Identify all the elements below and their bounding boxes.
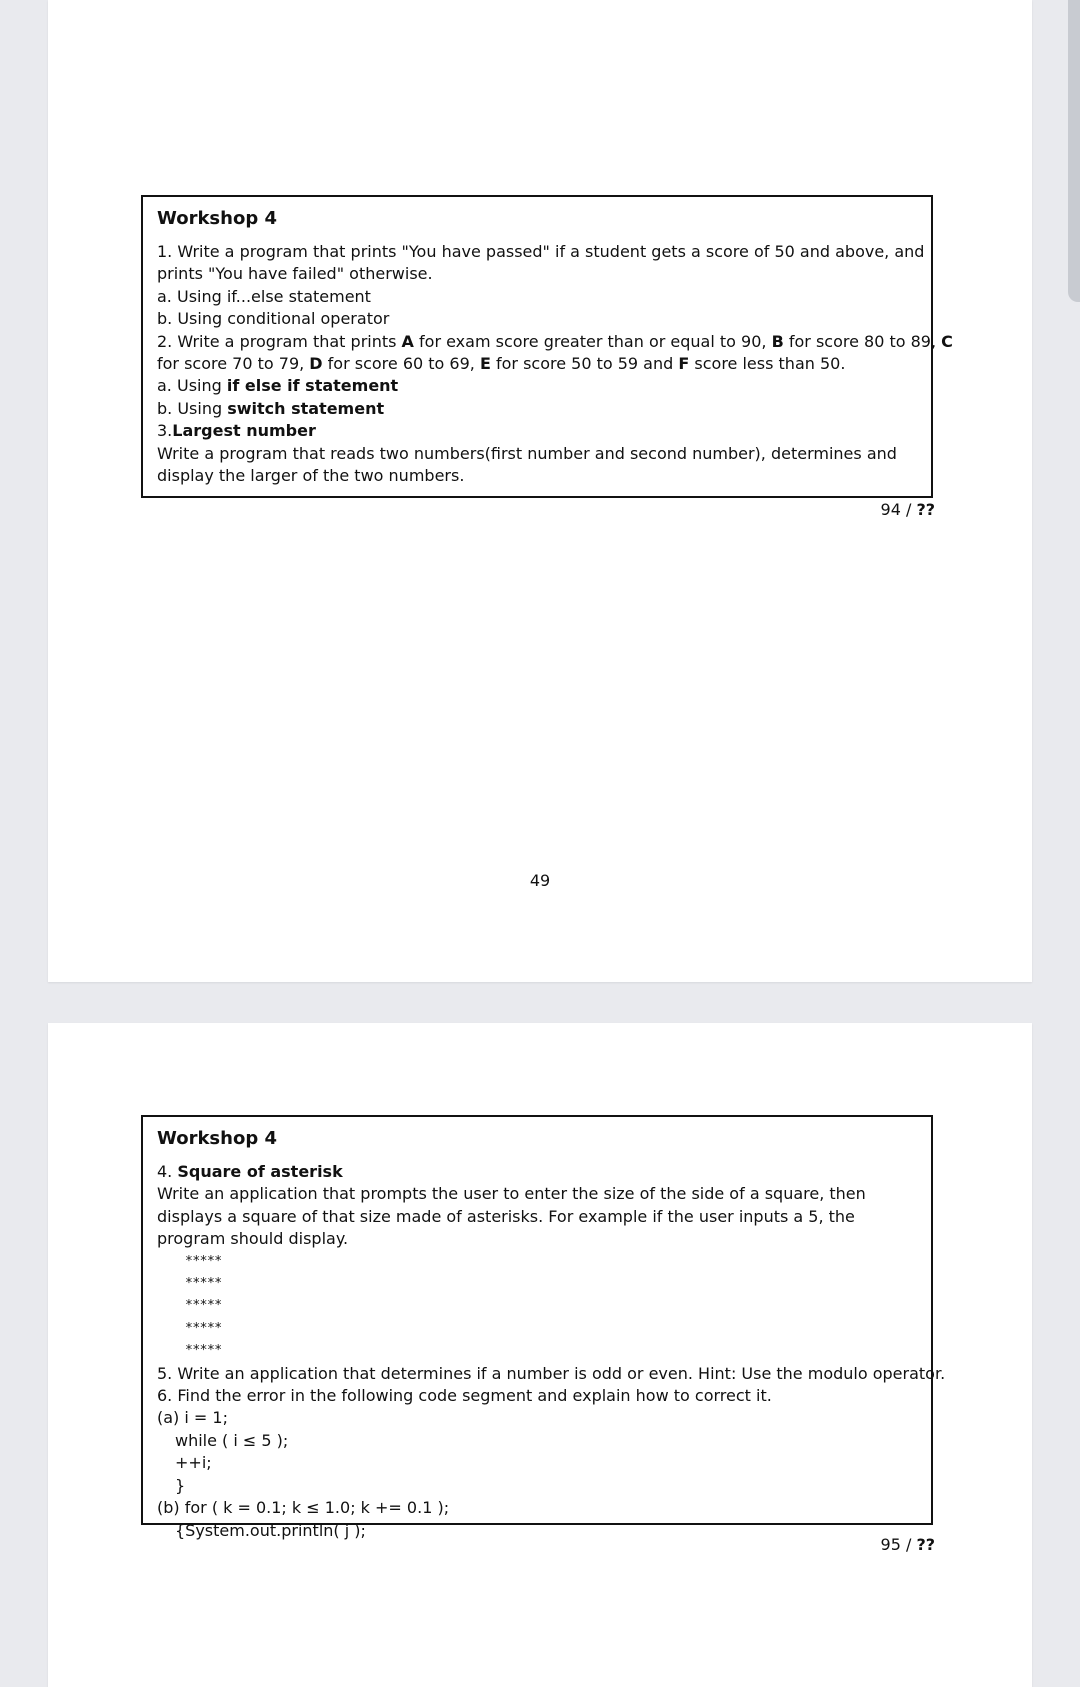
slide-title: Workshop 4 bbox=[157, 1128, 277, 1149]
question-3-heading bbox=[157, 420, 917, 442]
pdf-page-1 bbox=[48, 0, 1032, 982]
code-b-line-2: {System.out.println( j ); bbox=[175, 1520, 366, 1540]
slide-counter bbox=[881, 1535, 935, 1554]
question-5: 5. Write an application that determines if a number is odd or even. Hint: Use the modulo operator. bbox=[157, 1363, 946, 1383]
code-a-line-2: while ( i ≤ 5 ); bbox=[175, 1430, 289, 1450]
grade-e: E bbox=[479, 354, 491, 374]
q2-text: for score 70 to 79, bbox=[157, 354, 310, 374]
q2-text: score less than 50. bbox=[689, 354, 846, 374]
question-3-title: Largest number bbox=[172, 421, 316, 441]
question-3-text: Write a program that reads two numbers(first number and second number), determines and display the larger of the two numbers. bbox=[157, 443, 897, 486]
asterisk-row: ***** bbox=[185, 1320, 222, 1336]
question-1-option-a: a. Using if...else statement bbox=[157, 286, 371, 306]
q2-text: for score 60 to 69, bbox=[322, 354, 480, 374]
grade-c: C bbox=[941, 331, 953, 351]
grade-a: A bbox=[401, 331, 414, 351]
slide-frame-workshop-4 bbox=[141, 195, 953, 498]
question-4-heading bbox=[157, 1161, 917, 1183]
slide-counter bbox=[881, 500, 935, 519]
question-4-text: Write an application that prompts the user to enter the size of the side of a square, then displays a square of that size made of asterisks. For example if the user inputs a 5, the program should display. bbox=[157, 1184, 866, 1249]
asterisk-row: ***** bbox=[185, 1276, 222, 1292]
code-b-line-1: (b) for ( k = 0.1; k ≤ 1.0; k += 0.1 ); bbox=[157, 1498, 450, 1518]
question-1-option-b: b. Using conditional operator bbox=[157, 309, 390, 329]
slide-total: ?? bbox=[916, 1535, 935, 1554]
pdf-page-2 bbox=[48, 1023, 1032, 1687]
question-2-line-2 bbox=[157, 353, 917, 375]
question-1-line-1: 1. Write a program that prints "You have passed" if a student gets a score of 50 and above, and bbox=[157, 242, 925, 261]
slide-current: 94 bbox=[880, 500, 901, 519]
question-4-title: Square of asterisk bbox=[177, 1162, 343, 1181]
slide-current: 95 bbox=[880, 1535, 901, 1554]
option-bold-text: if else if statement bbox=[226, 376, 399, 396]
question-number: 3. bbox=[157, 421, 173, 441]
slide-separator: / bbox=[900, 500, 917, 519]
slide-total: ?? bbox=[916, 500, 935, 519]
asterisk-row: ***** bbox=[185, 1298, 222, 1314]
option-bold-text: switch statement bbox=[227, 398, 385, 418]
q2-text: for score 50 to 59 and bbox=[490, 354, 679, 374]
slide-separator: / bbox=[900, 1535, 917, 1554]
slide-frame-workshop-4 bbox=[141, 1115, 946, 1540]
code-a-line-3: ++i; bbox=[175, 1453, 212, 1473]
asterisk-row: ***** bbox=[185, 1343, 222, 1359]
grade-b: B bbox=[771, 331, 784, 351]
question-2-option-b bbox=[157, 398, 917, 420]
code-a-line-4: } bbox=[175, 1475, 186, 1495]
question-2-line-1 bbox=[157, 331, 953, 353]
question-1-line-2: prints "You have failed" otherwise. bbox=[157, 264, 433, 284]
asterisk-square bbox=[157, 1251, 917, 1363]
code-a-line-1: (a) i = 1; bbox=[157, 1408, 228, 1428]
asterisk-row: ***** bbox=[185, 1253, 222, 1269]
question-number: 4. bbox=[157, 1162, 178, 1181]
q2-text: for exam score greater than or equal to 90, bbox=[413, 331, 772, 351]
question-2-option-a bbox=[157, 375, 917, 397]
grade-f: F bbox=[678, 354, 690, 374]
option-label: a. Using bbox=[157, 376, 227, 396]
grade-d: D bbox=[309, 354, 323, 374]
q2-text: for score 80 to 89, bbox=[783, 331, 942, 351]
scrollbar-thumb[interactable] bbox=[1068, 0, 1080, 302]
question-6: 6. Find the error in the following code segment and explain how to correct it. bbox=[157, 1386, 772, 1406]
slide-title: Workshop 4 bbox=[157, 208, 277, 229]
option-label: b. Using bbox=[157, 398, 228, 418]
q2-text: 2. Write a program that prints bbox=[157, 331, 402, 351]
page-number: 49 bbox=[529, 871, 551, 890]
